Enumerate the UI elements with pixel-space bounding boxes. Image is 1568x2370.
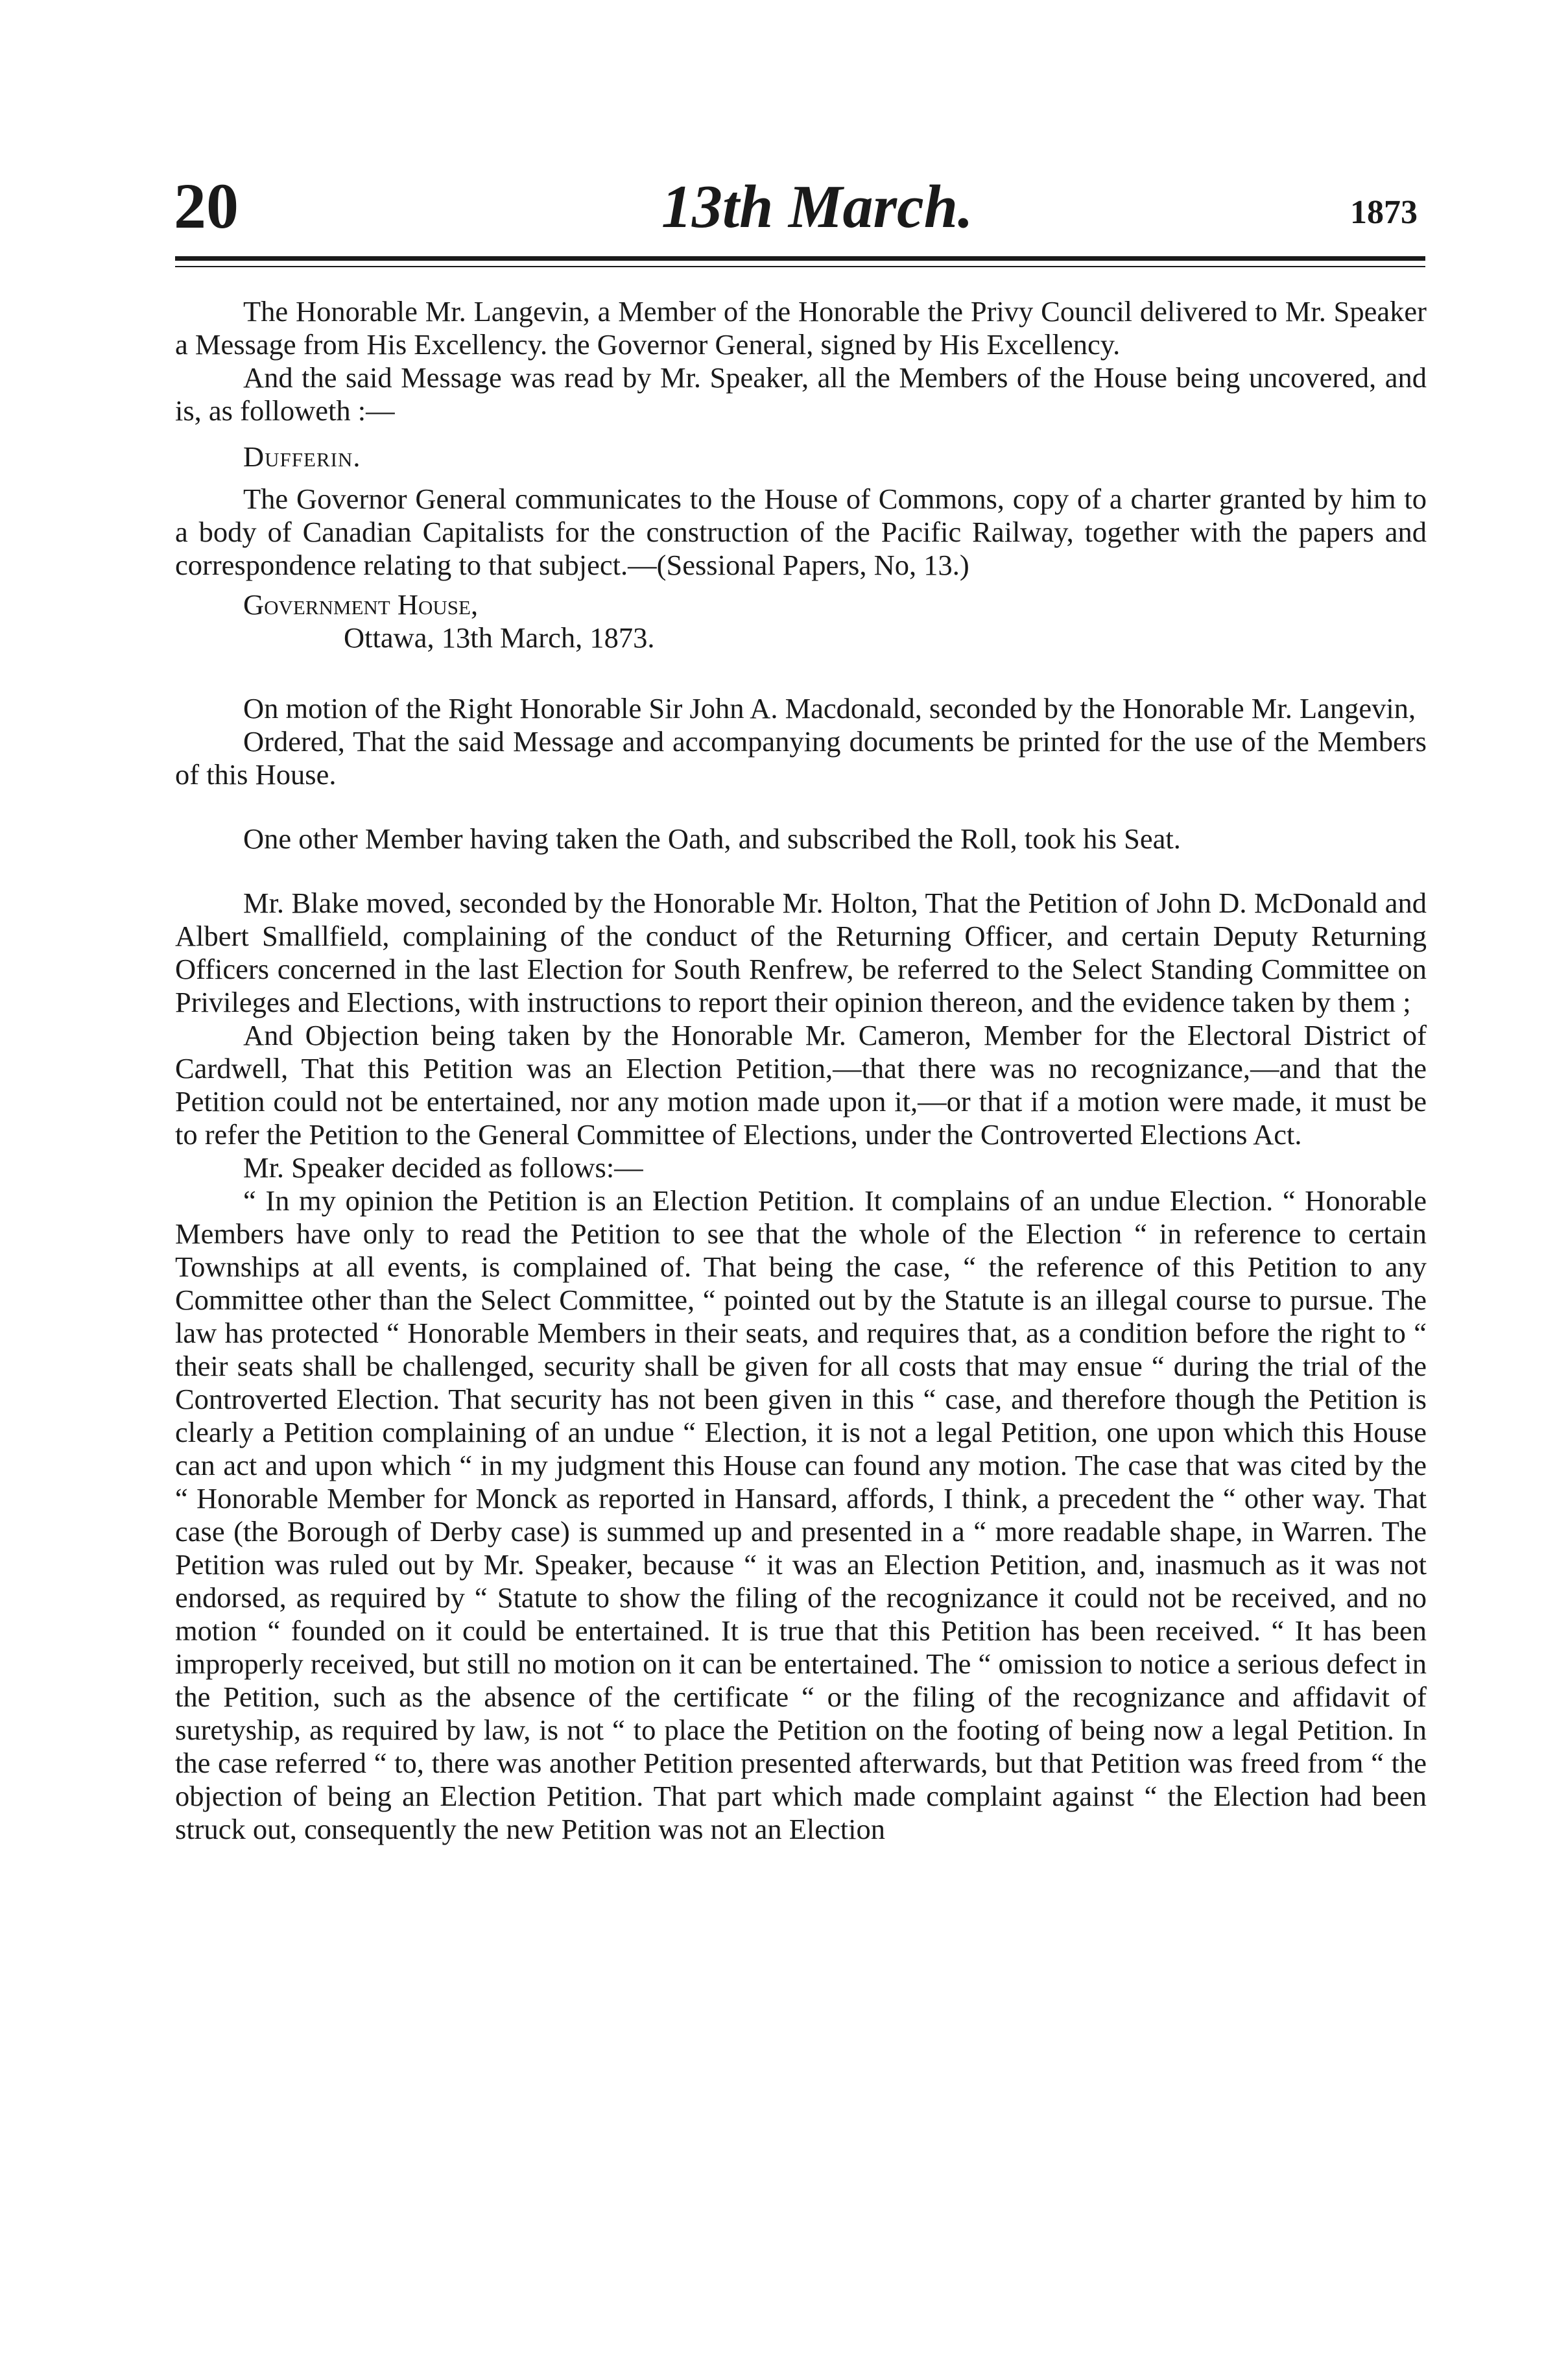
paragraph-ordered: Ordered, That the said Message and accompanying documents be printed for the use of the Members of this House. <box>175 725 1427 791</box>
paragraph-charter: The Governor General communicates to the House of Commons, copy of a charter granted by him to a body of Canadian Capitalists for the construction of the Pacific Railway, together with the papers and correspondence relating to that subject.—(Sessional Papers, No, 13.) <box>175 483 1427 581</box>
header-rule-thick <box>175 256 1425 261</box>
paragraph-oath: One other Member having taken the Oath, and subscribed the Roll, took his Seat. <box>243 822 1181 855</box>
paragraph-message-read: And the said Message was read by Mr. Speaker, all the Members of the House being uncovered, and is, as followeth :— <box>175 361 1427 427</box>
signature-dufferin: Dufferin. <box>243 440 361 473</box>
paragraph-blake-motion: Mr. Blake moved, seconded by the Honorable Mr. Holton, That the Petition of John D. McDonald and Albert Smallfield, complaining of the conduct of the Returning Officer, and certain Deputy Returning Officers concerned in the last Election for South Renfrew, be referred to the Select Standing Committee on Privileges and Elections, with instructions to report their opinion thereon, and the evidence taken by them ; <box>175 887 1427 1018</box>
paragraph-motion: On motion of the Right Honorable Sir John A. Macdonald, seconded by the Honorable Mr. Langevin, <box>243 692 1416 724</box>
speaker-ruling-quote: “ In my opinion the Petition is an Election Petition. It complains of an undue Election. “ Honorable Members have only to read the Petition to see that the whole of the Election “ in reference to certain Townships at all events, is complained of. That being the case, “ the reference of this Petition to any Committee other than the Select Committee, “ pointed out by the Statute is an illegal course to pursue. The law has protected “ Honorable Members in their seats, and requires that, as a condition before the right to “ their seats shall be challenged, security shall be given for all costs that may ensue “ during the trial of the Controverted Election. That security has not been given in this “ case, and therefore though the Petition is clearly a Petition complaining of an undue “ Election, it is not a legal Petition, one upon which this House can act and upon which “ in my judgment this House can found any motion. The case that was cited by the “ Honorable Member for Monck as reported in Hansard, affords, I think, a precedent the “ other way. That case (the Borough of Derby case) is summed up and presented in a “ more readable shape, in Warren. The Petition was ruled out by Mr. Speaker, because “ it was an Election Petition, and, inasmuch as it was not endorsed, as required by “ Statute to show the filing of the recognizance it could not be received, and no motion “ founded on it could be entertained. It is true that this Petition has been received. “ It has been improperly received, but still no motion on it can be entertained. The “ omission to notice a serious defect in the Petition, such as the absence of the certificate “ or the filing of the recognizance and affidavit of suretyship, as required by law, is not “ to place the Petition on the footing of being now a legal Petition. In the case referred “ to, there was another Petition presented afterwards, but that Petition was freed from “ the objection of being an Election Petition. That part which made complaint against “ the Election had been struck out, consequently the new Petition was not an Election <box>175 1184 1427 1845</box>
paragraph-speaker-decided: Mr. Speaker decided as follows:— <box>243 1151 643 1184</box>
paragraph-objection: And Objection being taken by the Honorable Mr. Cameron, Member for the Electoral District of Cardwell, That this Petition was an Election Petition,—that there was no recognizance,—and that the Petition could not be entertained, nor any motion made upon it,—or that if a motion were made, it must be to refer the Petition to the General Committee of Elections, under the Controverted Elections Act. <box>175 1019 1427 1151</box>
paragraph-message-delivered: The Honorable Mr. Langevin, a Member of the Honorable the Privy Council delivered to Mr. Speaker a Message from His Excellency. the Governor General, signed by His Excellency. <box>175 295 1427 361</box>
address-government-house: Government House, <box>243 588 479 621</box>
journal-body <box>175 295 1427 1846</box>
page-number: 20 <box>174 170 239 242</box>
header-rule-thin <box>175 266 1425 267</box>
address-ottawa-date: Ottawa, 13th March, 1873. <box>344 621 655 654</box>
running-head-year: 1873 <box>1350 194 1418 231</box>
running-head-date: 13th March. <box>661 173 973 241</box>
